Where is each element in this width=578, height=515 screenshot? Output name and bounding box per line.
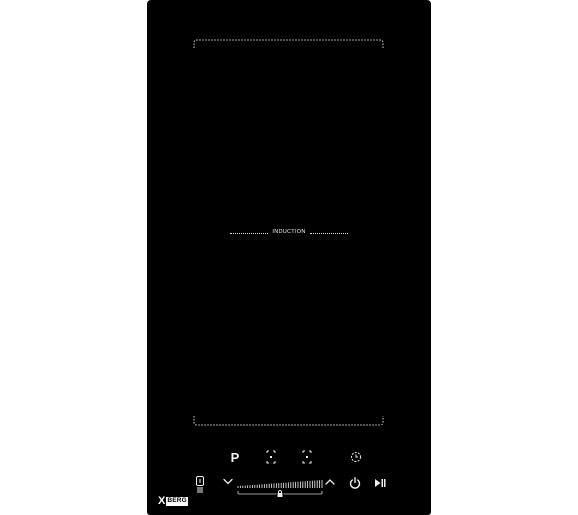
play-pause-icon[interactable] [373, 477, 387, 489]
induction-zone-label [230, 227, 348, 239]
timer-icon[interactable] [349, 450, 363, 464]
chevron-up-icon[interactable] [324, 477, 336, 487]
brand-logo [158, 496, 188, 507]
brand-logo-text: BERG [167, 497, 187, 505]
brand-logo-x: X [158, 495, 166, 507]
divider [230, 233, 268, 234]
lock-icon[interactable] [276, 489, 284, 498]
zone-right-select-icon[interactable] [301, 450, 313, 464]
zone-left-select-icon[interactable] [265, 450, 277, 464]
boost-button[interactable]: P [230, 449, 240, 465]
divider [310, 233, 348, 234]
chevron-down-icon[interactable] [222, 477, 234, 487]
power-icon[interactable] [348, 476, 362, 490]
induction-label: INDUCTION [272, 229, 306, 236]
bridge-icon[interactable] [195, 475, 205, 493]
